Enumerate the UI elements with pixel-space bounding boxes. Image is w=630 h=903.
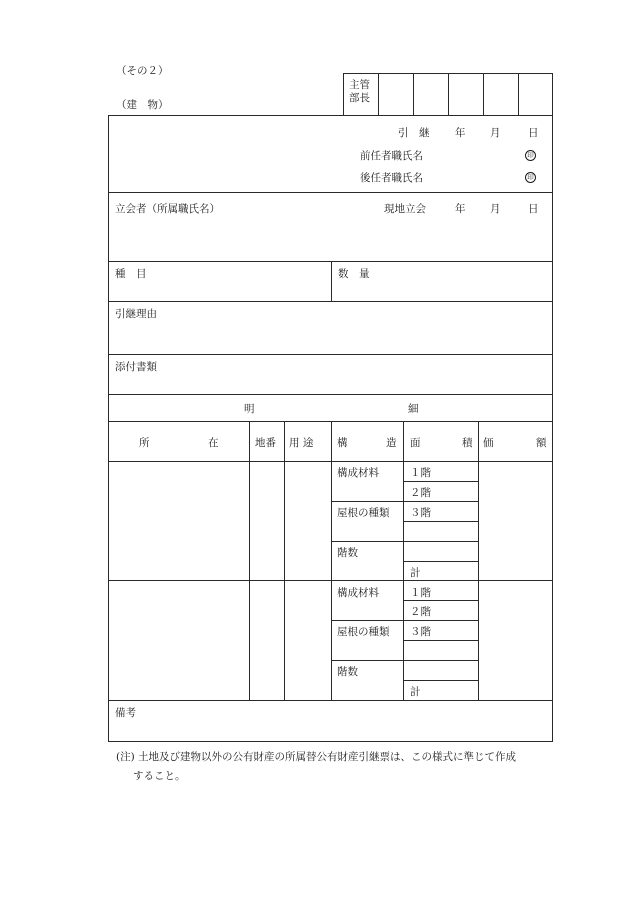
roof-type-label: 屋根の種類 (337, 626, 390, 638)
floor2-label: ２階 (410, 606, 431, 618)
note-line-1: (注) 土地及び建物以外の公有財産の所属替公有財産引継票は、この様式に準じて作成 (116, 751, 517, 763)
item-label: 種 目 (115, 268, 147, 280)
col-structure-1: 構 (337, 437, 348, 449)
witness-label: 立会者（所属職氏名） (115, 203, 220, 215)
note-line-2: すること。 (133, 770, 186, 782)
col-area-2: 積 (462, 437, 473, 449)
onsite-label: 現地立会 (384, 203, 426, 215)
floors-label: 階数 (337, 666, 358, 678)
total-label: 計 (410, 686, 421, 698)
detail-title-left: 明 (244, 403, 255, 415)
quantity-label: 数 量 (338, 268, 370, 280)
col-area-1: 面 (410, 437, 421, 449)
transfer-year: 年 (455, 127, 466, 139)
floor1-label: １階 (410, 467, 431, 479)
witness-day: 日 (528, 203, 539, 215)
predecessor-seal-icon: 印 (525, 148, 536, 161)
detail-title-right: 細 (408, 403, 419, 415)
reason-label: 引継理由 (115, 308, 157, 320)
transfer-month: 月 (490, 127, 501, 139)
form-type: （建 物） (116, 99, 169, 111)
floor2-label: ２階 (410, 487, 431, 499)
materials-label: 構成材料 (337, 467, 379, 479)
floors-label: 階数 (337, 547, 358, 559)
witness-month: 月 (490, 203, 501, 215)
remarks-label: 備考 (115, 707, 136, 719)
col-location-2: 在 (208, 437, 219, 449)
predecessor-label: 前任者職氏名 (360, 150, 423, 162)
successor-seal-icon: 印 (525, 170, 536, 183)
floor3-label: ３階 (410, 507, 431, 519)
col-value-1: 価 (483, 437, 494, 449)
successor-label: 後任者職氏名 (360, 172, 423, 184)
roof-type-label: 屋根の種類 (337, 507, 390, 519)
attachments-label: 添付書類 (115, 361, 157, 373)
floor3-label: ３階 (410, 626, 431, 638)
transfer-title: 引 継 (398, 127, 430, 139)
approval-label-line2: 部長 (349, 92, 370, 104)
floor1-label: １階 (410, 587, 431, 599)
total-label: 計 (410, 567, 421, 579)
col-value-2: 額 (536, 437, 547, 449)
col-location-1: 所 (139, 437, 150, 449)
transfer-day: 日 (528, 127, 539, 139)
approval-label-line1: 主管 (349, 79, 370, 91)
col-structure-2: 造 (386, 437, 397, 449)
materials-label: 構成材料 (337, 587, 379, 599)
col-use: 用 途 (289, 437, 314, 449)
witness-year: 年 (455, 203, 466, 215)
col-lot: 地番 (255, 437, 276, 449)
form-number: （その２） (116, 65, 169, 77)
